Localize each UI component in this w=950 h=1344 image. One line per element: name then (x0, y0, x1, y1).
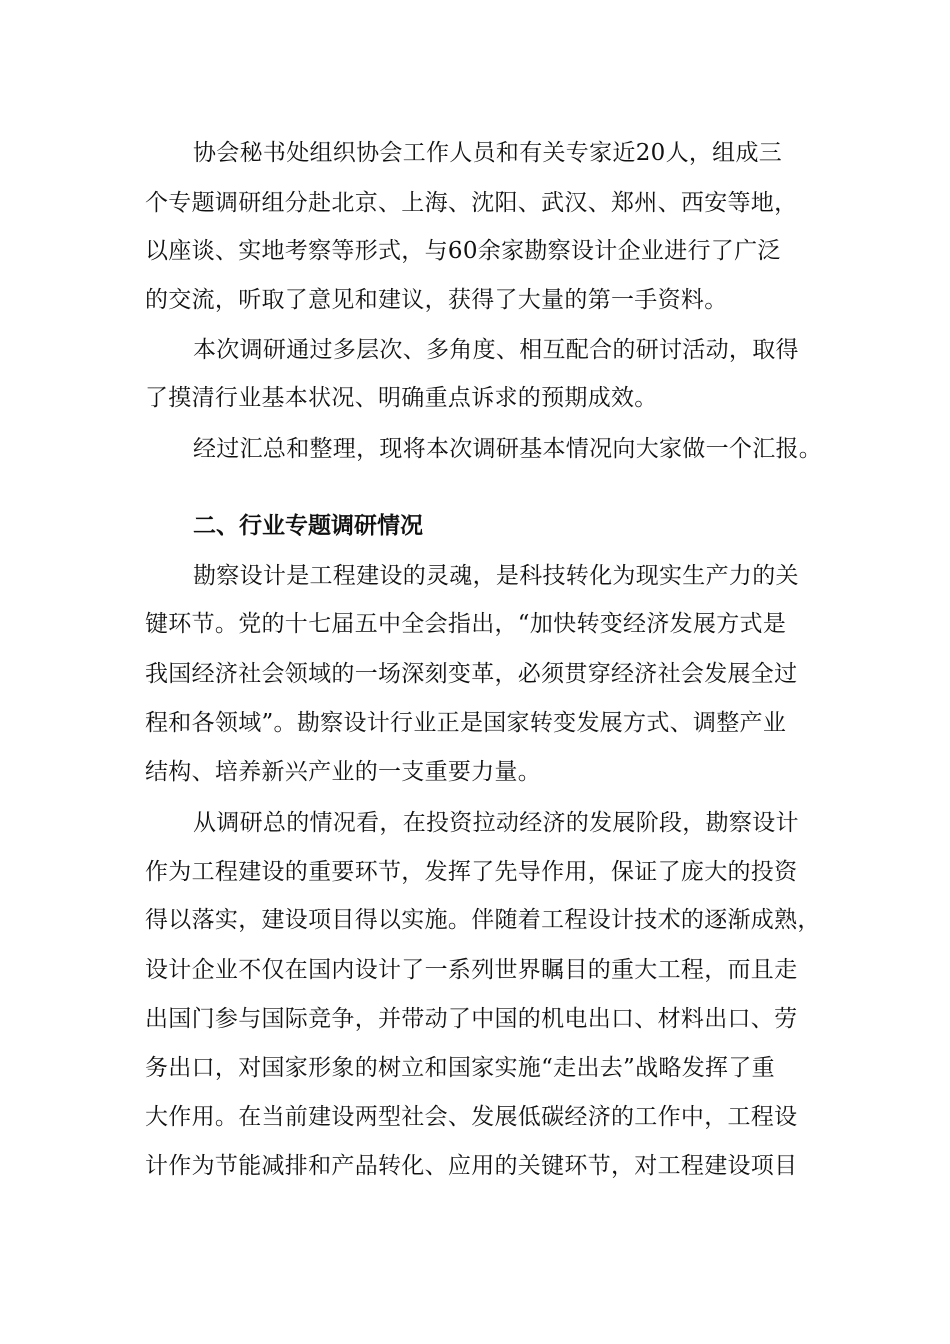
paragraph-1-line-3: 以座谈、实地考察等形式，与60余家勘察设计企业进行了广泛 (145, 238, 781, 264)
section-paragraph-2-line-3: 得以落实，建设项目得以实施。伴随着工程设计技术的逐渐成熟， (145, 907, 821, 933)
section-paragraph-1-line-2: 键环节。党的十七届五中全会指出，“加快转变经济发展方式是 (145, 611, 787, 637)
section-paragraph-2-line-2: 作为工程建设的重要环节，发挥了先导作用，保证了庞大的投资 (145, 859, 798, 885)
section-paragraph-2-line-8: 计作为节能减排和产品转化、应用的关键环节，对工程建设项目 (145, 1153, 798, 1179)
section-paragraph-1-line-4: 程和各领域”。勘察设计行业正是国家转变发展方式、调整产业 (145, 710, 787, 736)
paragraph-1-line-2: 个专题调研组分赴北京、上海、沈阳、武汉、郑州、西安等地， (145, 190, 798, 216)
section-paragraph-2-line-7: 大作用。在当前建设两型社会、发展低碳经济的工作中，工程设 (145, 1104, 798, 1130)
section-heading: 二、行业专题调研情况 (193, 513, 423, 539)
section-paragraph-1-line-5: 结构、培养新兴产业的一支重要力量。 (145, 759, 542, 785)
paragraph-1-line-1: 协会秘书处组织协会工作人员和有关专家近20人，组成三 (193, 140, 783, 166)
section-paragraph-2-line-1: 从调研总的情况看，在投资拉动经济的发展阶段，勘察设计 (193, 810, 799, 836)
paragraph-1-line-4: 的交流，听取了意见和建议，获得了大量的第一手资料。 (145, 287, 728, 313)
paragraph-3-line-1: 经过汇总和整理，现将本次调研基本情况向大家做一个汇报。 (193, 436, 823, 462)
paragraph-2-line-1: 本次调研通过多层次、多角度、相互配合的研讨活动，取得 (193, 337, 799, 363)
section-paragraph-2-line-4: 设计企业不仅在国内设计了一系列世界瞩目的重大工程，而且走 (145, 957, 798, 983)
section-paragraph-1-line-3: 我国经济社会领域的一场深刻变革，必须贯穿经济社会发展全过 (145, 661, 798, 687)
section-paragraph-1-line-1: 勘察设计是工程建设的灵魂，是科技转化为现实生产力的关 (193, 563, 799, 589)
paragraph-2-line-2: 了摸清行业基本状况、明确重点诉求的预期成效。 (145, 385, 658, 411)
section-paragraph-2-line-5: 出国门参与国际竞争，并带动了中国的机电出口、材料出口、劳 (145, 1006, 798, 1032)
section-paragraph-2-line-6: 务出口，对国家形象的树立和国家实施“走出去”战略发挥了重 (145, 1055, 775, 1081)
